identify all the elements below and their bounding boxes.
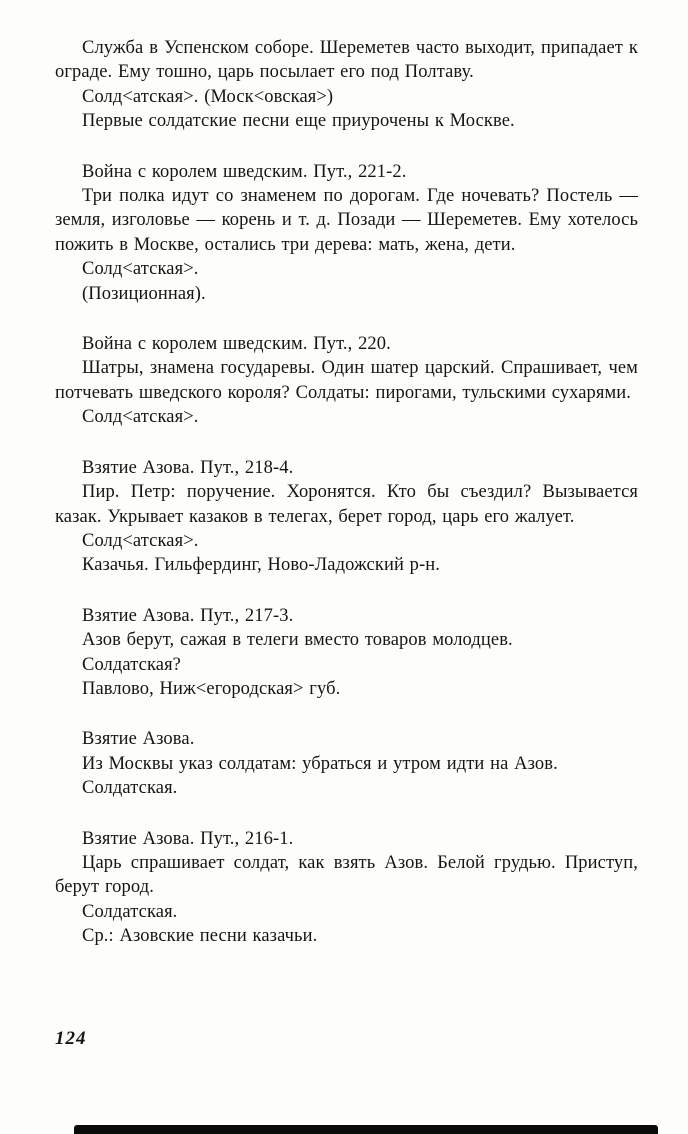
paragraph: Ср.: Азовские песни казачьи.: [82, 926, 318, 947]
entry-block: [55, 456, 638, 578]
paragraph: Солдатская?: [82, 654, 181, 675]
entry-title: Война с королем шведским. Пут., 220.: [82, 334, 391, 355]
entry-block: [55, 332, 638, 430]
entry-block: [55, 36, 638, 134]
entry-title: Взятие Азова. Пут., 216-1.: [82, 828, 294, 849]
paragraph: Первые солдатские песни еще приурочены к Москве.: [82, 111, 515, 132]
paragraph: Солдатская.: [82, 901, 178, 922]
scan-edge-artifact: [74, 1125, 658, 1134]
entry-title: Взятие Азова. Пут., 217-3.: [82, 605, 294, 626]
paragraph: Служба в Успенском соборе. Шереметев часто выходит, припадает к ограде. Ему тошно, царь посылает его под Полтаву.: [55, 38, 638, 83]
paragraph: Из Москвы указ солдатам: убраться и утром идти на Азов.: [82, 753, 558, 774]
entry-title: Взятие Азова.: [82, 729, 195, 750]
paragraph: Павлово, Ниж<егородская> губ.: [82, 678, 341, 699]
page-number: 124: [55, 1028, 87, 1049]
paragraph: (Позиционная).: [82, 283, 206, 304]
entry-title: Взятие Азова. Пут., 218-4.: [82, 457, 294, 478]
paragraph: Солд<атская>.: [82, 407, 199, 428]
paragraph: Солд<атская>.: [82, 530, 199, 551]
paragraph: Солдатская.: [82, 778, 178, 799]
paragraph: Азов берут, сажая в телеги вместо товаров молодцев.: [82, 630, 513, 651]
paragraph: Три полка идут со знаменем по дорогам. Где ночевать? Постель — земля, изголовье — корень и т. д. Позади — Шереметев. Ему хотелось пожить в Москве, остались три дерева: мать, жена, дети.: [55, 186, 638, 255]
entry-block: [55, 727, 638, 800]
paragraph: Шатры, знамена государевы. Один шатер царский. Спрашивает, чем потчевать шведского короля? Солдаты: пирогами, тульскими сухарями.: [55, 358, 638, 403]
paragraph: Солд<атская>. (Моск<овская>): [82, 86, 334, 107]
paragraph: Пир. Петр: поручение. Хоронятся. Кто бы съездил? Вызывается казак. Укрывает казаков в телегах, берет город, царь его жалует.: [55, 482, 638, 527]
entry-title: Война с королем шведским. Пут., 221-2.: [82, 161, 407, 182]
paragraph: Солд<атская>.: [82, 259, 199, 280]
paragraph: Царь спрашивает солдат, как взять Азов. Белой грудью. Приступ, берут город.: [55, 852, 638, 898]
paragraph: Казачья. Гильфердинг, Ново-Ладожский р-н.: [82, 555, 441, 576]
text-column: [55, 36, 638, 949]
entry-block: [55, 604, 638, 702]
entry-block: [55, 160, 638, 306]
entry-block: [55, 827, 638, 949]
